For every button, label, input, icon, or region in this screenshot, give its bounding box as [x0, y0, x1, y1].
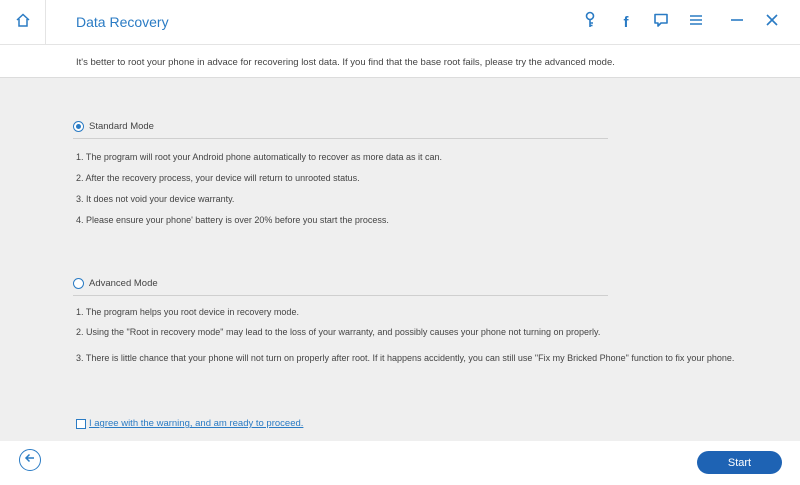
minimize-icon [730, 13, 744, 32]
close-icon [765, 13, 779, 32]
home-button[interactable] [0, 0, 46, 45]
advanced-mode-item: 3. There is little chance that your phone will not turn on properly after root. If it happens accidently, you can still use "Fix my Bricked Phone" function to fix your phone. [76, 353, 735, 363]
advanced-mode-item: 1. The program helps you root device in recovery mode. [76, 307, 299, 317]
advanced-mode-item: 2. Using the "Root in recovery mode" may lead to the loss of your warranty, and possibly causes your phone not turning on properly. [76, 327, 601, 337]
arrow-left-icon [24, 451, 36, 469]
standard-mode-item: 2. After the recovery process, your device will return to unrooted status. [76, 173, 360, 183]
advanced-mode-option[interactable] [73, 278, 158, 289]
standard-mode-option[interactable] [73, 121, 154, 132]
menu-button[interactable] [686, 12, 706, 32]
advanced-mode-label: Advanced Mode [89, 278, 158, 289]
standard-mode-radio[interactable] [73, 121, 84, 132]
advanced-mode-radio[interactable] [73, 278, 84, 289]
facebook-icon: f [623, 13, 629, 31]
feedback-button[interactable] [651, 12, 671, 32]
menu-icon [689, 13, 703, 31]
divider [73, 295, 608, 296]
close-button[interactable] [762, 12, 782, 32]
back-button[interactable] [19, 449, 41, 471]
divider [73, 138, 608, 139]
start-button[interactable]: Start [697, 451, 782, 474]
main-panel [0, 78, 800, 441]
agree-label[interactable]: I agree with the warning, and am ready to proceed. [89, 418, 304, 429]
info-message: It's better to root your phone in advace for recovering lost data. If you find that the base root fails, please try the advanced mode. [76, 57, 615, 68]
footer-bar [0, 441, 800, 485]
standard-mode-item: 3. It does not void your device warranty. [76, 194, 235, 204]
agree-checkbox[interactable] [76, 419, 86, 429]
key-icon [583, 11, 597, 34]
window-title: Data Recovery [76, 14, 169, 30]
minimize-button[interactable] [727, 12, 747, 32]
key-button[interactable] [580, 12, 600, 32]
agree-option[interactable] [76, 418, 303, 429]
facebook-button[interactable] [616, 12, 636, 32]
standard-mode-item: 1. The program will root your Android phone automatically to recover as more data as it can. [76, 152, 443, 162]
standard-mode-label: Standard Mode [89, 121, 154, 132]
info-bar [0, 45, 800, 78]
home-icon [15, 12, 31, 33]
standard-mode-item: 4. Please ensure your phone' battery is over 20% before you start the process. [76, 215, 389, 225]
feedback-icon [653, 12, 669, 33]
title-bar [0, 0, 800, 45]
